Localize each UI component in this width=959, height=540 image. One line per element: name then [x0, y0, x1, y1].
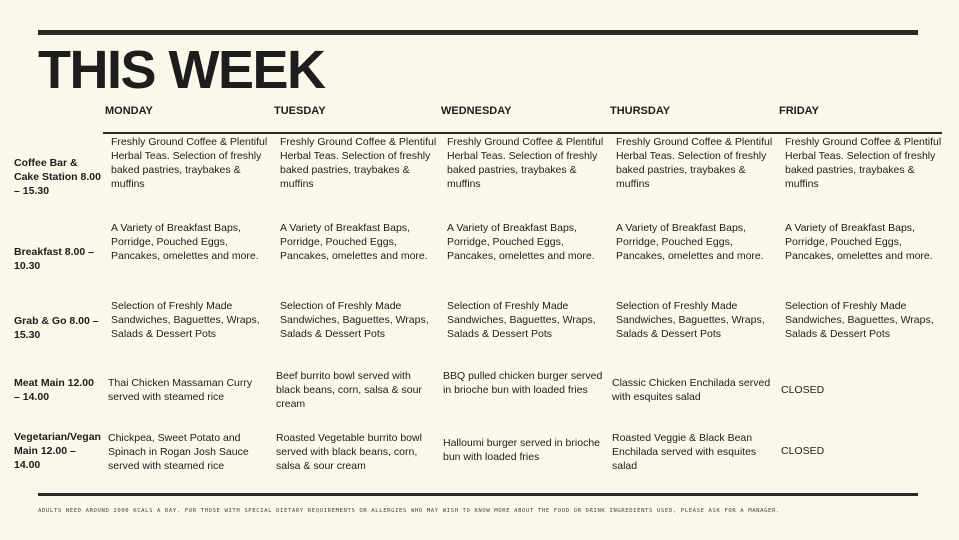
row-label-grab-and-go: Grab & Go 8.00 – 15.30	[14, 315, 99, 341]
row-label-vegetarian-main: Vegetarian/Vegan Main 12.00 – 14.00	[14, 431, 101, 471]
row-label-breakfast: Breakfast 8.00 – 10.30	[14, 246, 94, 272]
menu-cell: Freshly Ground Coffee & Plentiful Herbal Teas. Selection of freshly baked pastries, traybakes & muffins	[280, 136, 437, 190]
menu-cell: Classic Chicken Enchilada served with esquites salad	[612, 377, 771, 403]
menu-cell: Freshly Ground Coffee & Plentiful Herbal Teas. Selection of freshly baked pastries, traybakes & muffins	[785, 136, 942, 190]
menu-cell: Selection of Freshly Made Sandwiches, Baguettes, Wraps, Salads & Dessert Pots	[111, 300, 260, 340]
menu-cell: Halloumi burger served in brioche bun with loaded fries	[443, 437, 600, 463]
allergy-footer-note: ADULTS NEED AROUND 2000 KCALS A DAY. FOR THOSE WITH SPECIAL DIETARY REQUIREMENTS OR ALLERGIES WHO MAY WISH TO KNOW MORE ABOUT THE FOOD OR DRINK INGREDIENTS USED, PLEASE ASK FOR A MANAGER.	[38, 508, 780, 514]
menu-cell: Selection of Freshly Made Sandwiches, Baguettes, Wraps, Salads & Dessert Pots	[280, 300, 429, 340]
menu-cell: Selection of Freshly Made Sandwiches, Baguettes, Wraps, Salads & Dessert Pots	[785, 300, 934, 340]
menu-cell: A Variety of Breakfast Baps, Porridge, Pouched Eggs, Pancakes, omelettes and more.	[447, 222, 595, 262]
row-label-meat-main: Meat Main 12.00 – 14.00	[14, 377, 94, 403]
menu-cell: A Variety of Breakfast Baps, Porridge, Pouched Eggs, Pancakes, omelettes and more.	[616, 222, 764, 262]
menu-cell: A Variety of Breakfast Baps, Porridge, Pouched Eggs, Pancakes, omelettes and more.	[785, 222, 933, 262]
day-header-monday: MONDAY	[105, 105, 153, 117]
menu-cell: Roasted Vegetable burrito bowl served with black beans, corn, salsa & sour cream	[276, 432, 422, 472]
menu-cell: A Variety of Breakfast Baps, Porridge, Pouched Eggs, Pancakes, omelettes and more.	[280, 222, 428, 262]
day-header-friday: FRIDAY	[779, 105, 819, 117]
menu-cell: A Variety of Breakfast Baps, Porridge, Pouched Eggs, Pancakes, omelettes and more.	[111, 222, 259, 262]
menu-cell: Beef burrito bowl served with black beans, corn, salsa & sour cream	[276, 370, 422, 410]
day-header-thursday: THURSDAY	[610, 105, 671, 117]
menu-cell: CLOSED	[781, 384, 825, 396]
menu-cell: Selection of Freshly Made Sandwiches, Baguettes, Wraps, Salads & Dessert Pots	[616, 300, 765, 340]
bottom-rule	[38, 493, 918, 496]
header-rule	[103, 132, 942, 134]
top-rule	[38, 30, 918, 35]
day-header-wednesday: WEDNESDAY	[441, 105, 512, 117]
menu-cell: CLOSED	[781, 445, 825, 457]
menu-cell: Thai Chicken Massaman Curry served with steamed rice	[108, 377, 253, 403]
menu-cell: Freshly Ground Coffee & Plentiful Herbal Teas. Selection of freshly baked pastries, traybakes & muffins	[111, 136, 268, 190]
menu-cell: Chickpea, Sweet Potato and Spinach in Rogan Josh Sauce served with steamed rice	[108, 432, 249, 472]
page-title: THIS WEEK	[38, 40, 325, 100]
menu-cell: Freshly Ground Coffee & Plentiful Herbal Teas. Selection of freshly baked pastries, traybakes & muffins	[447, 136, 604, 190]
menu-cell: Selection of Freshly Made Sandwiches, Baguettes, Wraps, Salads & Dessert Pots	[447, 300, 596, 340]
row-label-coffee-bar: Coffee Bar & Cake Station 8.00 – 15.30	[14, 157, 101, 197]
menu-cell: BBQ pulled chicken burger served in brioche bun with loaded fries	[443, 370, 603, 396]
day-header-tuesday: TUESDAY	[274, 105, 326, 117]
menu-cell: Roasted Veggie & Black Bean Enchilada served with esquites salad	[612, 432, 757, 472]
menu-cell: Freshly Ground Coffee & Plentiful Herbal Teas. Selection of freshly baked pastries, traybakes & muffins	[616, 136, 773, 190]
